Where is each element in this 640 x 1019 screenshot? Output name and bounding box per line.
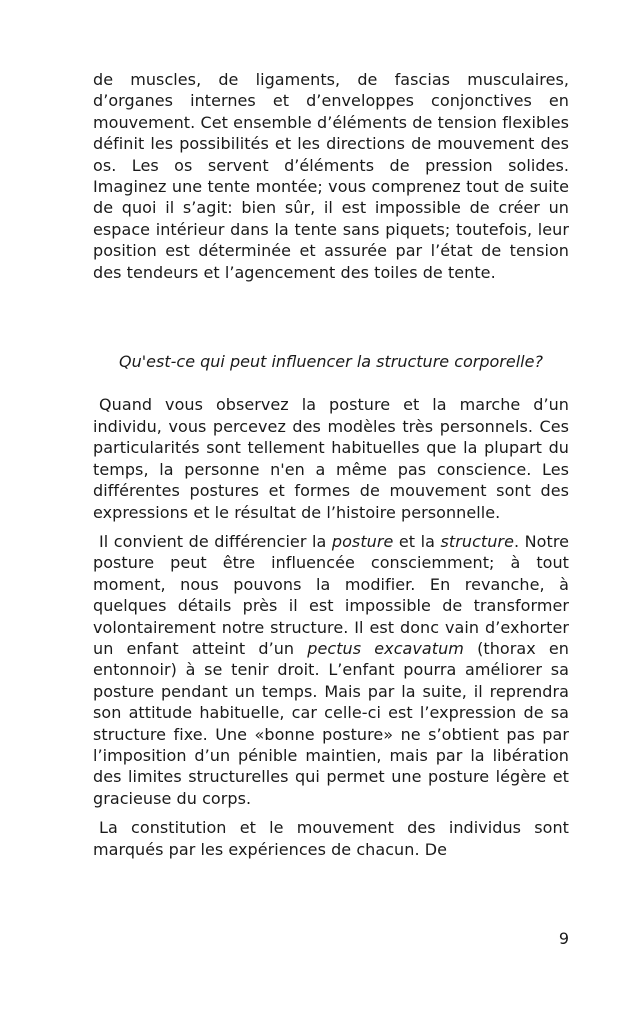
paragraph-constitution: La constitution et le mouvement des individus sont marqués par les expériences de chacun. De bbox=[93, 818, 569, 859]
text-span: (thorax en entonnoir) à se tenir droit. L’enfant pourra améliorer sa posture pendant un temps. Mais par la suite, il reprendra son attitude habituelle, car celle-ci est l’expression de sa structure fixe. Une «bonne posture» ne s’obtient pas par l’imposition d’un pénible maintien, mais par la libération des limites structurelles qui permet une posture légère et gracieuse du corps. bbox=[93, 638, 569, 808]
paragraph-muscles-tente: de muscles, de ligaments, de fascias musculaires, d’organes internes et d’enveloppes conjonctives en mouvement. Cet ensemble d’éléments de tension flexibles définit les possibilités et les directions de mouvement des os. Les os servent d’éléments de pression solides. Imaginez une tente montée; vous comprenez tout de suite de quoi il s’agit: bien sûr, il est impossible de créer un espace intérieur dans la tente sans piquets; toutefois, leur position est déterminée et assurée par l’état de tension des tendeurs et l’agencement des toiles de tente. bbox=[93, 70, 569, 282]
page-number: 9 bbox=[558, 929, 569, 948]
emphasis-posture: posture bbox=[331, 531, 394, 551]
text-span: . Notre posture peut être influencée consciemment; à tout moment, nous pouvons la modifier. En revanche, à quelques détails près il est impossible de transformer volontairement notre structure. Il est donc vain d’exhorter un enfant atteint d’un bbox=[93, 531, 569, 658]
emphasis-structure: structure bbox=[440, 531, 514, 551]
emphasis-pectus-excavatum: pectus excavatum bbox=[307, 638, 464, 658]
section-heading: Qu'est-ce qui peut influencer la structure corporelle? bbox=[119, 352, 543, 372]
text-span: et la bbox=[393, 531, 441, 551]
paragraph-posture-structure bbox=[93, 531, 569, 809]
text-span: Il convient de différencier la bbox=[99, 531, 332, 551]
page-body bbox=[93, 69, 569, 860]
paragraph-posture-marche: Quand vous observez la posture et la marche d’un individu, vous percevez des modèles très personnels. Ces particularités sont tellement habituelles que la plupart du temps, la personne n'en a même pas conscience. Les différentes postures et formes de mouvement sont des expressions et le résultat de l’histoire personnelle. bbox=[93, 395, 569, 522]
